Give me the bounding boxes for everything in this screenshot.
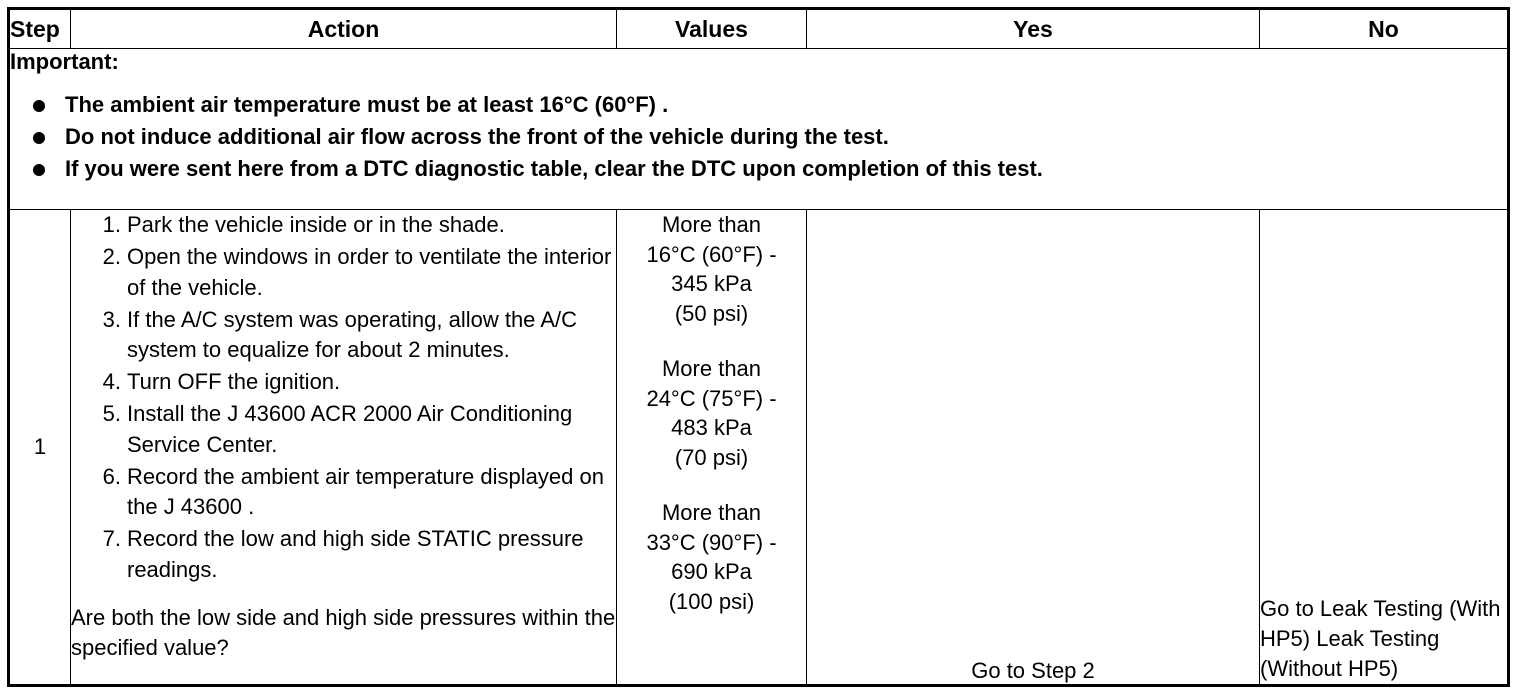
header-values: Values xyxy=(617,9,807,49)
action-item-text: Turn OFF the ignition. xyxy=(127,369,341,394)
action-cell xyxy=(71,210,617,686)
value-block xyxy=(617,354,806,472)
action-item-number: 7. xyxy=(102,526,121,551)
important-row xyxy=(9,49,1509,210)
value-line: 33°C (90°F) - xyxy=(646,529,777,555)
important-bullets xyxy=(10,89,1507,185)
action-item xyxy=(71,367,616,398)
action-item-text: If the A/C system was operating, allow the A/C system to equalize for about 2 minutes. xyxy=(127,306,577,362)
value-block xyxy=(617,498,806,616)
value-line: More than xyxy=(661,212,762,237)
diagnostic-table xyxy=(7,7,1510,687)
value-line: 16°C (60°F) - xyxy=(646,241,777,267)
action-item xyxy=(71,399,616,460)
important-bullet: If you were sent here from a DTC diagnostic table, clear the DTC upon completion of this test. xyxy=(30,153,1507,185)
important-note xyxy=(9,49,1509,210)
value-line: (50 psi) xyxy=(674,300,749,326)
action-list xyxy=(71,210,616,585)
value-line: 483 kPa xyxy=(671,415,752,440)
header-action: Action xyxy=(71,9,617,49)
value-line: (100 psi) xyxy=(668,588,755,614)
yes-cell: Go to Step 2 xyxy=(807,210,1260,686)
step-number: 1 xyxy=(9,210,71,686)
header-yes: Yes xyxy=(807,9,1260,49)
important-bullet: Do not induce additional air flow across the front of the vehicle during the test. xyxy=(30,121,1507,153)
value-line: More than xyxy=(661,356,762,381)
action-item-text: Park the vehicle inside or in the shade. xyxy=(127,212,505,237)
action-item xyxy=(71,210,616,241)
action-item xyxy=(71,524,616,585)
value-line: (70 psi) xyxy=(674,444,749,470)
no-cell: Go to Leak Testing (With HP5) Leak Testing (Without HP5) xyxy=(1260,210,1509,686)
value-line: 24°C (75°F) - xyxy=(646,385,777,411)
action-question: Are both the low side and high side pressures within the specified value? xyxy=(71,605,616,660)
header-no: No xyxy=(1260,9,1509,49)
important-bullet: The ambient air temperature must be at least 16°C (60°F) . xyxy=(30,89,1507,121)
value-line: More than xyxy=(661,500,762,525)
action-item xyxy=(71,242,616,303)
action-item-number: 3. xyxy=(102,306,121,332)
action-item-number: 4. xyxy=(102,369,121,394)
value-block xyxy=(617,210,806,328)
action-item-number: 2. xyxy=(102,244,121,269)
action-item-number: 1. xyxy=(102,212,121,237)
value-line: 345 kPa xyxy=(671,271,752,296)
header-row xyxy=(9,9,1509,49)
action-item xyxy=(71,462,616,523)
action-item-number: 6. xyxy=(102,463,121,489)
value-line: 690 kPa xyxy=(671,559,752,584)
action-item-text: Open the windows in order to ventilate the interior of the vehicle. xyxy=(127,244,612,300)
values-cell xyxy=(617,210,807,686)
action-item-text: Record the low and high side STATIC pressure readings. xyxy=(127,526,584,582)
action-item-text: Record the ambient air temperature displayed on the J 43600 . xyxy=(127,463,604,519)
header-step: Step xyxy=(9,9,71,49)
important-title: Important: xyxy=(10,49,119,74)
action-item xyxy=(71,305,616,366)
step-row xyxy=(9,210,1509,686)
action-item-text: Install the J 43600 ACR 2000 Air Conditioning Service Center. xyxy=(127,401,573,457)
action-item-number: 5. xyxy=(102,401,121,426)
